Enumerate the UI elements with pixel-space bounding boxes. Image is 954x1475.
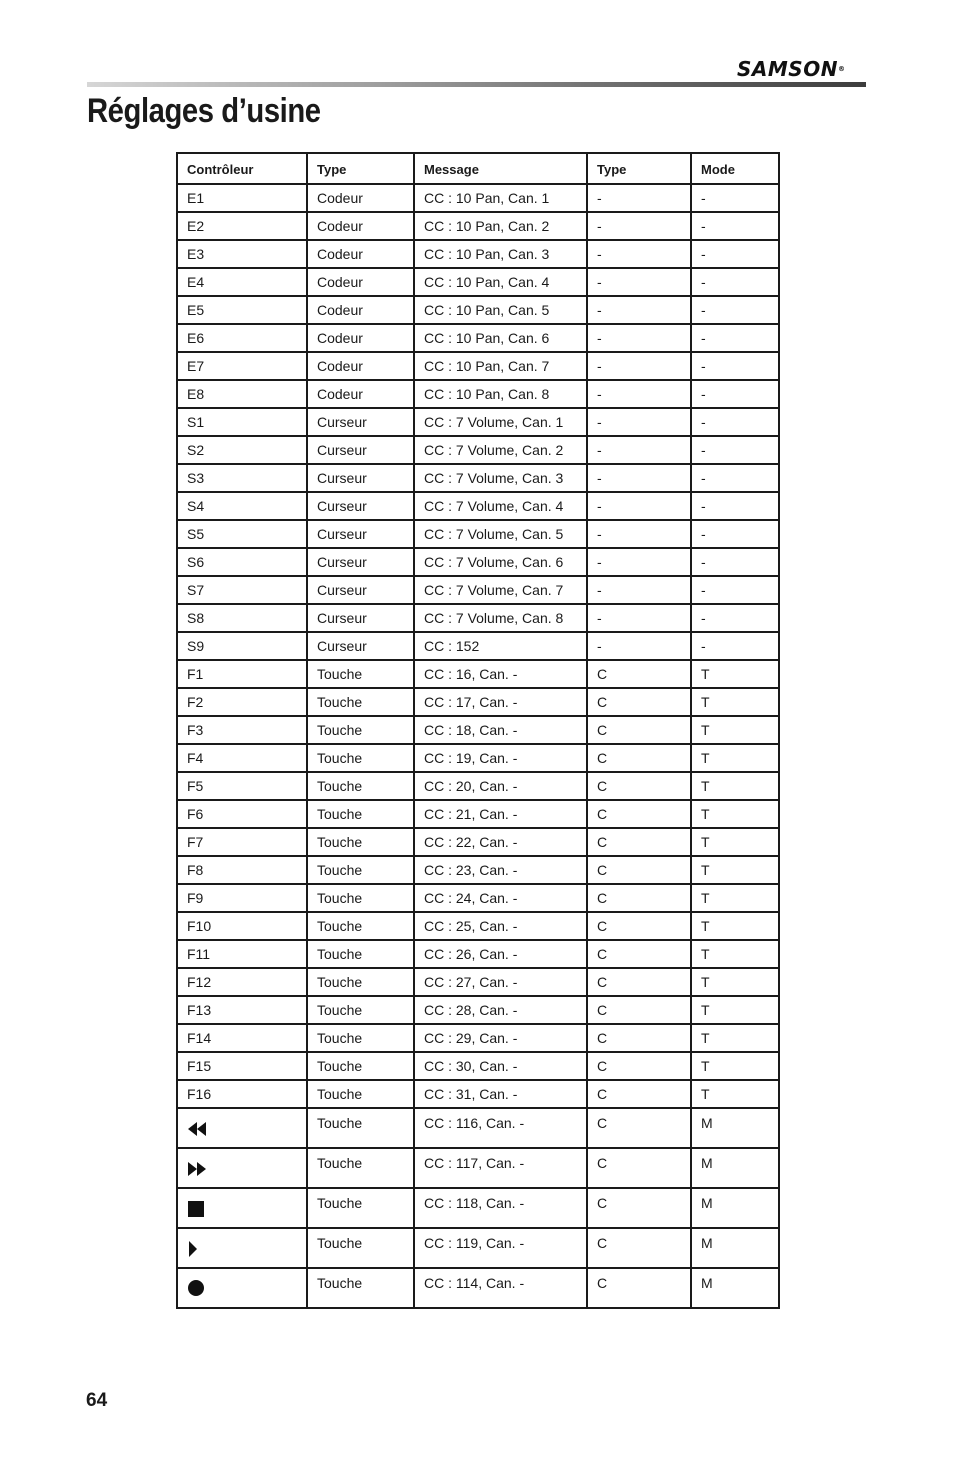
cell-mode: T [691,884,779,912]
table-row [177,828,779,856]
table-row [177,1188,779,1228]
rewind-icon [187,1121,207,1137]
cell-controller: F11 [177,940,307,968]
cell-controller: F1 [177,660,307,688]
cell-mode: M [691,1268,779,1308]
table-row [177,604,779,632]
cell-mode: - [691,576,779,604]
table-row [177,548,779,576]
cell-mode: - [691,184,779,212]
cell-message: CC : 10 Pan, Can. 2 [414,212,587,240]
stop-icon [187,1201,205,1217]
cell-message: CC : 117, Can. - [414,1148,587,1188]
cell-mode: - [691,408,779,436]
cell-mode: T [691,660,779,688]
cell-type-2: C [587,1052,691,1080]
cell-type-2: C [587,912,691,940]
cell-type: Touche [307,1148,414,1188]
cell-controller: E2 [177,212,307,240]
cell-mode: - [691,436,779,464]
cell-type: Codeur [307,184,414,212]
cell-mode: M [691,1188,779,1228]
cell-message: CC : 7 Volume, Can. 3 [414,464,587,492]
cell-type: Codeur [307,268,414,296]
cell-mode: - [691,268,779,296]
cell-message: CC : 30, Can. - [414,1052,587,1080]
cell-controller: E7 [177,352,307,380]
cell-controller: E6 [177,324,307,352]
cell-controller: E5 [177,296,307,324]
cell-type: Touche [307,1188,414,1228]
cell-message: CC : 25, Can. - [414,912,587,940]
cell-type-2: C [587,1024,691,1052]
cell-message: CC : 7 Volume, Can. 2 [414,436,587,464]
cell-mode: - [691,632,779,660]
cell-controller: S4 [177,492,307,520]
cell-controller: F7 [177,828,307,856]
cell-type: Curseur [307,492,414,520]
table-row [177,436,779,464]
table-row [177,1024,779,1052]
cell-message: CC : 21, Can. - [414,800,587,828]
table-row [177,744,779,772]
cell-type-2: C [587,716,691,744]
cell-mode: T [691,800,779,828]
table-row [177,1268,779,1308]
table-row [177,772,779,800]
table-row [177,800,779,828]
cell-controller: S2 [177,436,307,464]
cell-type: Touche [307,800,414,828]
table-row [177,884,779,912]
cell-type-2: C [587,1148,691,1188]
table-row [177,996,779,1024]
cell-type-2: C [587,996,691,1024]
table-row [177,576,779,604]
cell-type-2: C [587,1228,691,1268]
play-icon [187,1241,199,1257]
cell-type: Touche [307,1052,414,1080]
cell-controller [177,1148,307,1188]
table-row [177,1148,779,1188]
table-row [177,464,779,492]
cell-type-2: - [587,436,691,464]
cell-type-2: C [587,828,691,856]
cell-mode: T [691,996,779,1024]
fast-forward-icon [187,1161,207,1177]
cell-message: CC : 23, Can. - [414,856,587,884]
column-header-message: Message [414,153,587,184]
cell-type: Touche [307,716,414,744]
table-row [177,352,779,380]
cell-controller: F8 [177,856,307,884]
cell-mode: M [691,1228,779,1268]
cell-type: Touche [307,688,414,716]
cell-mode: T [691,828,779,856]
cell-mode: - [691,352,779,380]
cell-controller: F3 [177,716,307,744]
cell-type: Touche [307,1268,414,1308]
table-row [177,1052,779,1080]
cell-controller: F15 [177,1052,307,1080]
cell-message: CC : 18, Can. - [414,716,587,744]
cell-message: CC : 7 Volume, Can. 8 [414,604,587,632]
cell-mode: T [691,1024,779,1052]
cell-message: CC : 16, Can. - [414,660,587,688]
table-row [177,1228,779,1268]
cell-controller: F9 [177,884,307,912]
cell-type: Curseur [307,632,414,660]
cell-controller: S7 [177,576,307,604]
cell-controller: E3 [177,240,307,268]
cell-message: CC : 7 Volume, Can. 1 [414,408,587,436]
cell-mode: M [691,1108,779,1148]
cell-type-2: - [587,604,691,632]
cell-mode: - [691,212,779,240]
page-title: Réglages d’usine [87,92,321,130]
cell-controller: F13 [177,996,307,1024]
cell-message: CC : 17, Can. - [414,688,587,716]
cell-controller [177,1268,307,1308]
table-row [177,520,779,548]
cell-type-2: C [587,1268,691,1308]
cell-mode: - [691,324,779,352]
cell-mode: - [691,296,779,324]
cell-type: Touche [307,1024,414,1052]
samson-logo: SAMSON® [737,57,846,81]
cell-message: CC : 22, Can. - [414,828,587,856]
cell-message: CC : 7 Volume, Can. 7 [414,576,587,604]
cell-message: CC : 119, Can. - [414,1228,587,1268]
cell-type-2: C [587,856,691,884]
table-row [177,296,779,324]
cell-type: Touche [307,660,414,688]
cell-type-2: - [587,268,691,296]
cell-type: Touche [307,1080,414,1108]
table-row [177,912,779,940]
cell-type: Curseur [307,576,414,604]
cell-message: CC : 29, Can. - [414,1024,587,1052]
cell-controller: F14 [177,1024,307,1052]
table-row [177,968,779,996]
cell-controller: F4 [177,744,307,772]
cell-type-2: - [587,520,691,548]
cell-controller [177,1108,307,1148]
cell-mode: T [691,688,779,716]
cell-message: CC : 152 [414,632,587,660]
cell-message: CC : 27, Can. - [414,968,587,996]
table-row [177,492,779,520]
cell-controller: E8 [177,380,307,408]
cell-mode: T [691,744,779,772]
table-row [177,716,779,744]
cell-message: CC : 20, Can. - [414,772,587,800]
cell-type-2: C [587,744,691,772]
column-header-type: Type [307,153,414,184]
table-row [177,268,779,296]
cell-type-2: C [587,1108,691,1148]
table-row [177,660,779,688]
cell-message: CC : 118, Can. - [414,1188,587,1228]
cell-type: Codeur [307,240,414,268]
cell-message: CC : 10 Pan, Can. 5 [414,296,587,324]
cell-mode: T [691,912,779,940]
cell-message: CC : 28, Can. - [414,996,587,1024]
cell-type-2: - [587,184,691,212]
cell-type: Touche [307,744,414,772]
cell-type: Touche [307,884,414,912]
cell-controller: F12 [177,968,307,996]
cell-type-2: - [587,632,691,660]
cell-message: CC : 116, Can. - [414,1108,587,1148]
cell-type-2: C [587,660,691,688]
cell-mode: T [691,772,779,800]
cell-type-2: - [587,324,691,352]
cell-message: CC : 10 Pan, Can. 6 [414,324,587,352]
cell-type-2: - [587,548,691,576]
table-row [177,856,779,884]
cell-mode: - [691,604,779,632]
cell-message: CC : 10 Pan, Can. 4 [414,268,587,296]
cell-controller: F10 [177,912,307,940]
cell-type: Curseur [307,520,414,548]
cell-mode: - [691,464,779,492]
cell-type: Touche [307,912,414,940]
table-row [177,184,779,212]
cell-type: Codeur [307,296,414,324]
cell-mode: T [691,716,779,744]
cell-message: CC : 7 Volume, Can. 4 [414,492,587,520]
cell-controller: F5 [177,772,307,800]
cell-type: Touche [307,856,414,884]
cell-message: CC : 24, Can. - [414,884,587,912]
cell-type: Touche [307,772,414,800]
cell-type: Touche [307,828,414,856]
table-row [177,688,779,716]
cell-type-2: C [587,884,691,912]
cell-controller: F6 [177,800,307,828]
record-icon [187,1279,205,1297]
cell-type: Curseur [307,464,414,492]
cell-type-2: - [587,352,691,380]
cell-type-2: C [587,800,691,828]
cell-type: Codeur [307,380,414,408]
cell-message: CC : 10 Pan, Can. 7 [414,352,587,380]
cell-type-2: - [587,240,691,268]
cell-message: CC : 10 Pan, Can. 3 [414,240,587,268]
cell-controller: E1 [177,184,307,212]
cell-type-2: - [587,408,691,436]
cell-controller: S1 [177,408,307,436]
cell-type-2: C [587,968,691,996]
cell-type: Codeur [307,212,414,240]
cell-controller [177,1188,307,1228]
table-row [177,212,779,240]
cell-controller [177,1228,307,1268]
cell-type: Curseur [307,436,414,464]
cell-mode: M [691,1148,779,1188]
cell-mode: - [691,240,779,268]
cell-mode: T [691,856,779,884]
cell-type-2: - [587,380,691,408]
cell-message: CC : 7 Volume, Can. 5 [414,520,587,548]
cell-controller: S6 [177,548,307,576]
cell-type: Codeur [307,324,414,352]
cell-type-2: - [587,296,691,324]
table-row [177,940,779,968]
cell-mode: T [691,1052,779,1080]
column-header-type-2: Type [587,153,691,184]
cell-type: Curseur [307,408,414,436]
cell-controller: F2 [177,688,307,716]
cell-controller: S3 [177,464,307,492]
cell-message: CC : 7 Volume, Can. 6 [414,548,587,576]
cell-message: CC : 19, Can. - [414,744,587,772]
cell-message: CC : 31, Can. - [414,1080,587,1108]
cell-controller: S8 [177,604,307,632]
cell-mode: - [691,548,779,576]
cell-type-2: C [587,1080,691,1108]
table-row [177,632,779,660]
cell-mode: - [691,520,779,548]
table-header-row [177,153,779,184]
cell-message: CC : 26, Can. - [414,940,587,968]
cell-message: CC : 10 Pan, Can. 1 [414,184,587,212]
cell-controller: F16 [177,1080,307,1108]
cell-type-2: - [587,492,691,520]
cell-type: Touche [307,1108,414,1148]
cell-type: Touche [307,1228,414,1268]
header-rule [87,82,866,87]
cell-type-2: C [587,940,691,968]
cell-type: Touche [307,968,414,996]
cell-type: Codeur [307,352,414,380]
cell-mode: T [691,968,779,996]
cell-type-2: C [587,688,691,716]
cell-message: CC : 10 Pan, Can. 8 [414,380,587,408]
cell-type-2: - [587,464,691,492]
table-row [177,408,779,436]
cell-mode: - [691,492,779,520]
factory-settings-table [176,152,780,1309]
cell-type-2: C [587,1188,691,1228]
table-row [177,240,779,268]
cell-type: Touche [307,996,414,1024]
cell-type: Touche [307,940,414,968]
cell-controller: S9 [177,632,307,660]
cell-mode: T [691,1080,779,1108]
cell-type: Curseur [307,548,414,576]
cell-type: Curseur [307,604,414,632]
column-header-mode: Mode [691,153,779,184]
cell-type-2: - [587,576,691,604]
cell-message: CC : 114, Can. - [414,1268,587,1308]
table-row [177,324,779,352]
column-header-controller: Contrôleur [177,153,307,184]
table-row [177,1080,779,1108]
page-number: 64 [86,1390,108,1411]
table-row [177,380,779,408]
cell-mode: T [691,940,779,968]
cell-controller: S5 [177,520,307,548]
cell-type-2: C [587,772,691,800]
cell-type-2: - [587,212,691,240]
table-row [177,1108,779,1148]
cell-controller: E4 [177,268,307,296]
cell-mode: - [691,380,779,408]
